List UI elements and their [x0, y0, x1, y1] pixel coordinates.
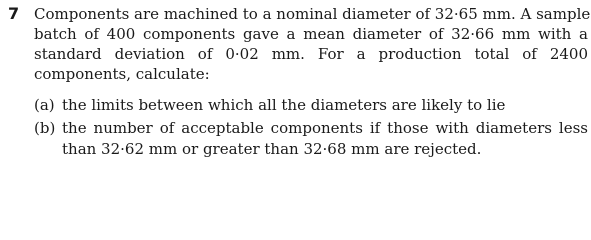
part-label: (b) — [34, 119, 56, 137]
question-stem — [34, 4, 591, 84]
stem-line: Components are machined to a nominal diameter of 32·65 mm. A sample — [34, 5, 591, 23]
stem-line: components, calculate: — [34, 65, 210, 83]
part-text — [62, 95, 588, 116]
stem-line: batch of 400 components gave a mean diameter of 32·66 mm with a — [34, 25, 588, 43]
part-label: (a) — [34, 96, 55, 114]
part-text — [62, 118, 588, 160]
stem-line: standard deviation of 0·02 mm. For a production total of 2400 — [34, 45, 588, 63]
part-line: than 32·62 mm or greater than 32·68 mm are rejected. — [62, 140, 482, 158]
question-number: 7 — [8, 4, 20, 23]
part-line: the limits between which all the diameters are likely to lie — [62, 96, 506, 114]
part-line: the number of acceptable components if those with diameters less — [62, 119, 588, 137]
